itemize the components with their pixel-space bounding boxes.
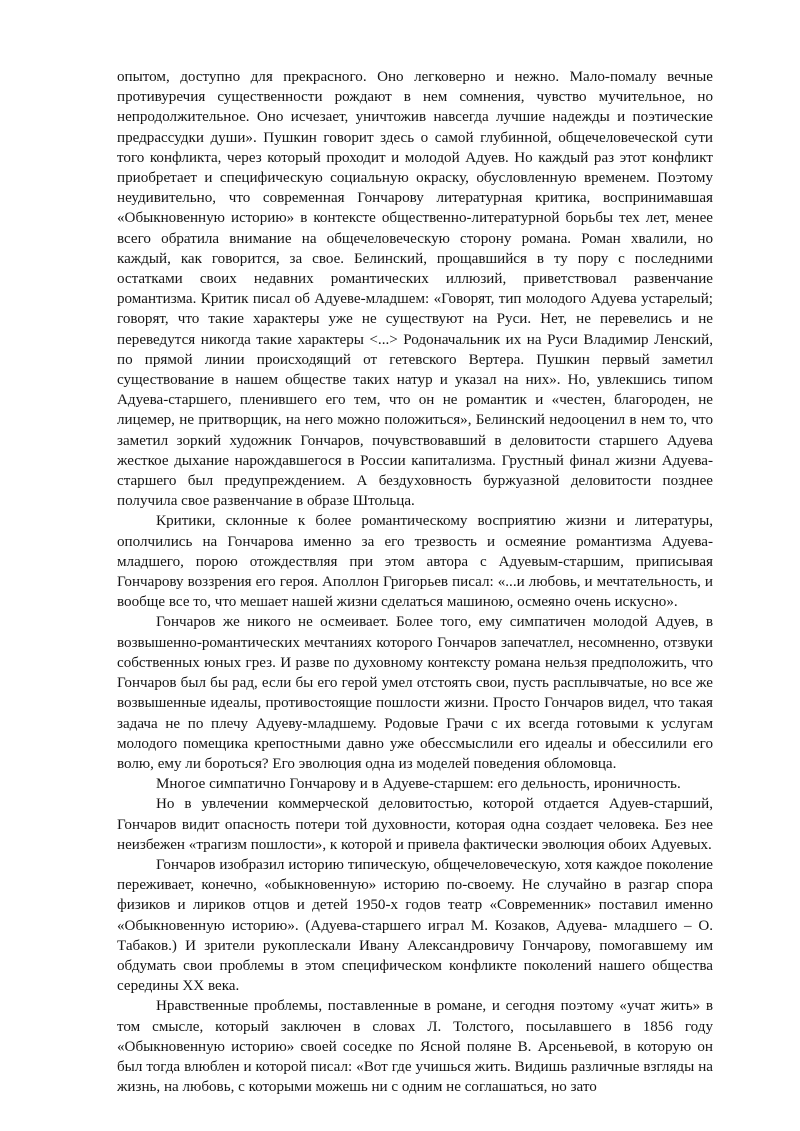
paragraph-2: Критики, склонные к более романтическому восприятию жизни и литературы, ополчились на Гончарова именно за его трезвость и осмеяние романтизма Адуева-младшего, порою отождествляя при этом автора с Адуевым-старшим, приписывая Гончарову воззрения его героя. Аполлон Григорьев писал: «...и любовь, и мечтательность, и вообще все то, что мешает нашей жизни сделаться машиною, осмеяно очень искусно». (117, 513, 713, 611)
paragraph-1: опытом, доступно для прекрасного. Оно легковерно и нежно. Мало-помалу вечные противуречия существенности рождают в нем сомнения, чувство мучительное, но непродолжительное. Оно исчезает, уничтожив навсегда лучшие надежды и поэтические предрассудки души». Пушкин говорит здесь о самой глубинной, общечеловеческой сути того конфликта, через который проходит и молодой Адуев. Но каждый раз этот конфликт приобретает и специфическую социальную окраску, обусловленную временем. Поэтому неудивительно, что современная Гончарову литературная критика, воспринимавшая «Обыкновенную историю» в контексте общественно-литературной борьбы тех лет, менее всего обратила внимание на общечеловеческую сторону романа. Роман хвалили, но каждый, как говорится, за свое. Белинский, прощавшийся в ту пору с последними остатками своих недавних романтических иллюзий, приветствовал развенчание романтизма. Критик писал об Адуеве-младшем: «Говорят, тип молодого Адуева устарелый; говорят, что такие характеры уже не существуют на Руси. Нет, не перевелись и не переведутся никогда такие характеры <...> Родоначальник их на Руси Владимир Ленский, по прямой линии происходящий от гетевского Вертера. Пушкин первый заметил существование в нашем обществе таких натур и указал на них». Но, увлекшись типом Адуева-старшего, пленившего его тем, что он не романтик и «честен, благороден, не лицемер, не притворщик, на него можно положиться», Белинский недооценил в нем то, что заметил зоркий художник Гончаров, почувствовавший в деловитости старшего Адуева жесткое дыхание нарождавшегося в России капитализма. Грустный финал жизни Адуева-старшего был предупреждением. А бездуховность буржуазной деловитости позднее получила свое развенчание в образе Штольца. (117, 69, 713, 510)
paragraph-6: Гончаров изобразил историю типическую, общечеловеческую, хотя каждое поколение переживает, конечно, «обыкновенную» историю по-своему. Не случайно в разгар спора физиков и лириков отцов и детей 1950-х годов театр «Современник» поставил именно «Обыкновенную историю». (Адуева-старшего играл М. Козаков, Адуева- младшего – О. Табаков.) И зрители рукоплескали Ивану Александровичу Гончарову, помогавшему им обдумать свои проблемы в этом специфическом конфликте поколений нашего общества середины XX века. (117, 856, 713, 995)
paragraph-7: Нравственные проблемы, поставленные в романе, и сегодня поэтому «учат жить» в том смысле, который заключен в словах Л. Толстого, посылавшего в 1856 году «Обыкновенную историю» своей соседке по Ясной поляне В. Арсеньевой, в которую он был тогда влюблен и которой писал: «Вот где учишься жить. Видишь различные взгляды на жизнь, на любовь, с которыми можешь ни с одним не соглашаться, но зато (117, 998, 713, 1096)
body-text (117, 67, 713, 1097)
paragraph-5: Но в увлечении коммерческой деловитостью, которой отдается Адуев-старший, Гончаров видит опасность потери той духовности, которая одна создает человека. Без нее неизбежен «трагизм пошлости», к которой и привела фактически эволюция обоих Адуевых. (117, 796, 713, 853)
paragraph-4: Многое симпатично Гончарову и в Адуеве-старшем: его дельность, ироничность. (156, 776, 681, 793)
paragraph-3: Гончаров же никого не осмеивает. Более того, ему симпатичен молодой Адуев, в возвышенно-романтических мечтаниях которого Гончаров запечатлел, несомненно, отзвуки собственных юных грез. И разве по духовному контексту романа нельзя предположить, что Гончаров был бы рад, если бы его герой умел отстоять свои, пусть расплывчатые, но все же возвышенные идеалы, противостоящие пошлости жизни. Просто Гончаров видел, что такая задача не по плечу Адуеву-младшему. Родовые Грачи с их всегда готовыми к услугам молодого помещика крепостными давно уже обессмыслили его идеалы и обессилили его волю, ему ли бороться? Его эволюция одна из моделей поведения обломовца. (117, 614, 713, 772)
